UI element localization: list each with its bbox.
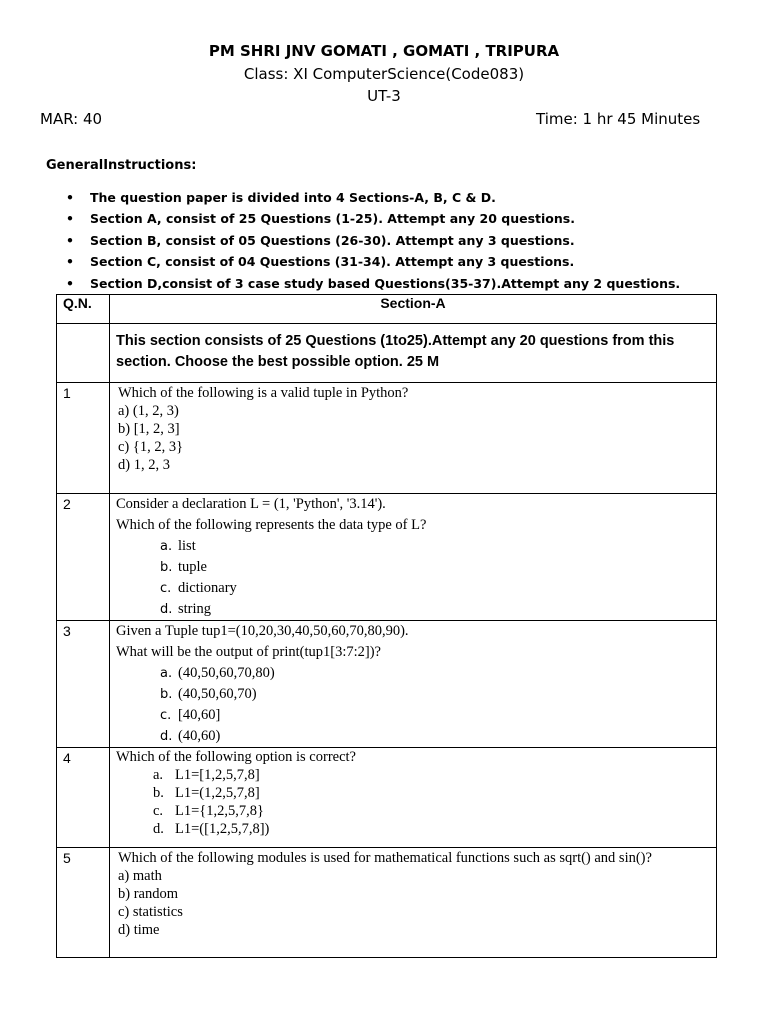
option: b) [1, 2, 3] [118, 421, 180, 437]
question-table [56, 294, 717, 958]
instruction-item: • Section B, consist of 05 Questions (26-30). Attempt any 3 questions. [0, 230, 680, 251]
question-text: Which of the following modules is used for mathematical functions such as sqrt() and sin()? [118, 850, 652, 866]
option: c. L1={1,2,5,7,8} [153, 803, 264, 819]
instruction-item: • The question paper is divided into 4 Sections-A, B, C & D. [0, 187, 680, 208]
question-row [57, 848, 717, 958]
option: c. dictionary [160, 580, 237, 596]
instruction-item: • Section C, consist of 04 Questions (31-34). Attempt any 3 questions. [0, 251, 680, 272]
option: a. (40,50,60,70,80) [160, 665, 275, 681]
question-text: What will be the output of print(tup1[3:7:2])? [116, 644, 381, 660]
empty-cell [57, 324, 110, 383]
instruction-item: • Section A, consist of 25 Questions (1-25). Attempt any 20 questions. [0, 208, 680, 229]
test-name: UT-3 [367, 87, 401, 105]
option: b. tuple [160, 559, 207, 575]
question-number: 1 [57, 383, 110, 494]
question-text: Which of the following is a valid tuple in Python? [118, 385, 409, 401]
bullet-icon: • [66, 254, 74, 270]
max-marks: MAR: 40 [40, 110, 103, 128]
option: d) 1, 2, 3 [118, 457, 170, 473]
qn-header: Q.N. [57, 295, 110, 324]
question-text: Which of the following option is correct? [116, 749, 356, 765]
option: b. (40,50,60,70) [160, 686, 257, 702]
section-description: This section consists of 25 Questions (1to25).Attempt any 20 questions from this section. Choose the best possible option. 25 M [110, 324, 717, 383]
question-cell [110, 748, 717, 848]
question-row [57, 494, 717, 621]
instruction-item: • Section D,consist of 3 case study based Questions(35-37).Attempt any 2 questions. [0, 273, 680, 294]
class-line: Class: XI ComputerScience(Code083) [243, 65, 525, 83]
question-number: 5 [57, 848, 110, 958]
question-cell [110, 848, 717, 958]
question-cell [110, 383, 717, 494]
question-number: 4 [57, 748, 110, 848]
general-instructions-title: GeneralInstructions: [46, 158, 197, 173]
school-name: PM SHRI JNV GOMATI , GOMATI , TRIPURA [208, 42, 560, 60]
question-number: 3 [57, 621, 110, 748]
question-cell [110, 494, 717, 621]
bullet-icon: • [66, 211, 74, 227]
bullet-icon: • [66, 232, 74, 248]
option: d. L1=([1,2,5,7,8]) [153, 821, 270, 837]
section-desc-row [57, 324, 717, 383]
option: b. L1=(1,2,5,7,8] [153, 785, 260, 801]
option: d. string [160, 601, 212, 617]
option: d. (40,60) [160, 728, 221, 744]
table-header-row [57, 295, 717, 324]
option: c) statistics [118, 904, 183, 920]
option: a. list [160, 538, 196, 554]
question-row [57, 621, 717, 748]
question-number: 2 [57, 494, 110, 621]
question-cell [110, 621, 717, 748]
bullet-icon: • [66, 190, 74, 205]
question-row [57, 748, 717, 848]
question-text: Consider a declaration L = (1, 'Python', '3.14'). [116, 496, 386, 512]
option: b) random [118, 886, 178, 902]
option: c) {1, 2, 3} [118, 439, 184, 455]
question-text: Which of the following represents the data type of L? [116, 517, 427, 533]
time-allowed: Time: 1 hr 45 Minutes [536, 110, 701, 128]
option: a. L1=[1,2,5,7,8] [153, 767, 260, 783]
option: a) math [118, 868, 162, 884]
question-row [57, 383, 717, 494]
instructions-list [0, 187, 680, 294]
option: d) time [118, 922, 160, 938]
bullet-icon: • [66, 275, 74, 291]
option: c. [40,60] [160, 707, 221, 723]
question-text: Given a Tuple tup1=(10,20,30,40,50,60,70,80,90). [116, 623, 409, 639]
option: a) (1, 2, 3) [118, 403, 179, 419]
section-title: Section-A [110, 295, 717, 324]
